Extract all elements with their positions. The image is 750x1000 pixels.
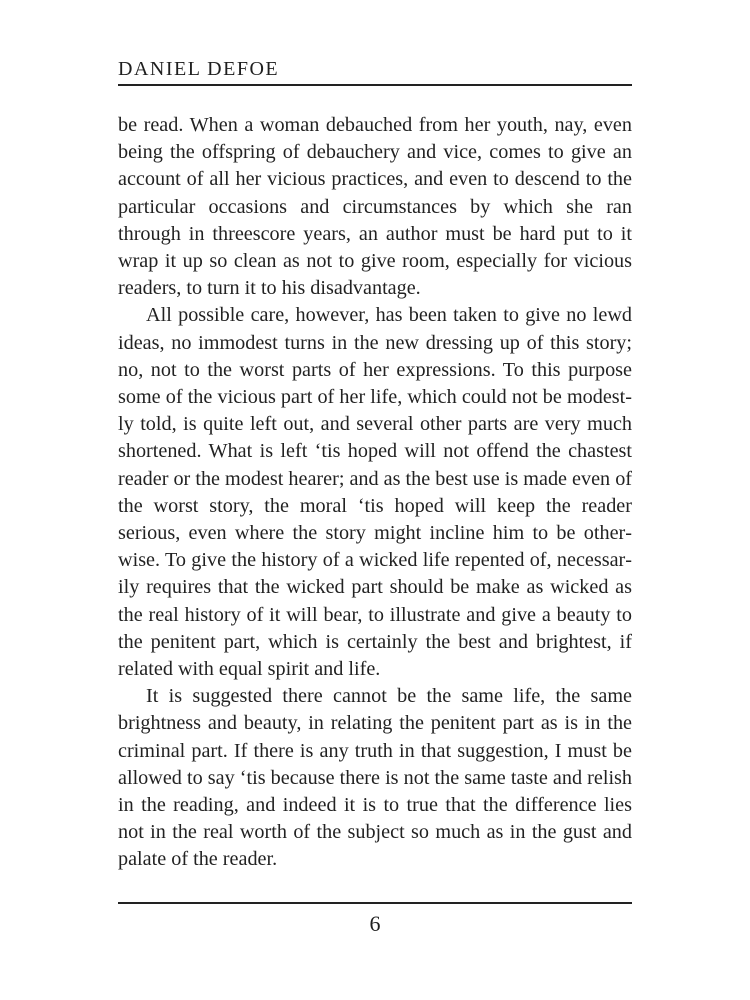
page-number: 6 [369,911,381,936]
paragraph-continued: be read. When a woman debauched from her youth, nay, even being the offspring of debauchery and vice, comes to give an account of all her vicious practices, and even to descend to the particular occasions and circumstances by which she ran through in threescore years, an author must be hard put to it wrap it up so clean as not to give room, especially for vicious readers, to turn it to his disadvantage. [118,114,632,300]
footer-divider [118,902,632,904]
paragraph: All possible care, however, has been taken to give no lewd ideas, no immodest turns in the new dressing up of this story; no, not to the worst parts of her expressions. To this purpose some of the vicious part of her life, which could not be modestly told, is quite left out, and several other parts are very much shortened. What is left ‘tis hoped will not offend the chastest reader or the modest hearer; and as the best use is made even of the worst story, the moral ‘tis hoped will keep the reader serious, even where the story might incline him to be otherwise. To give the history of a wicked life repented of, necessarily requires that the wicked part should be make as wicked as the real history of it will bear, to illustrate and give a beauty to the penitent part, which is certainly the best and brightest, if related with equal spirit and life. [118,304,633,681]
page-body [118,112,632,874]
running-header-author: DANIEL DEFOE [118,58,280,80]
paragraph: It is suggested there cannot be the same life, the same brightness and beauty, in relating the penitent part as is in the criminal part. If there is any truth in that suggestion, I must be allowed to say ‘tis because there is not the same taste and relish in the reading, and indeed it is to true that the difference lies not in the real worth of the subject so much as in the gust and palate of the reader. [118,685,632,871]
header-divider [118,84,632,86]
